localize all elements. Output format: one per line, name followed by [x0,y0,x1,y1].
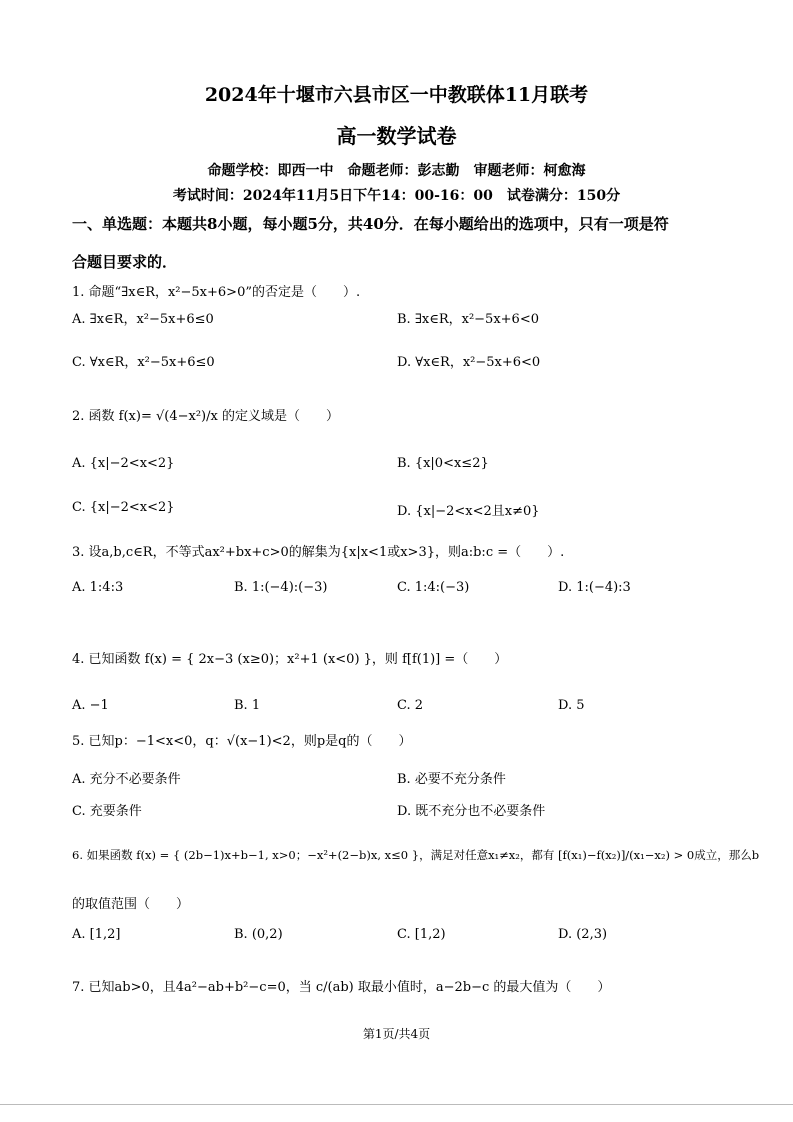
question-3-option-a: A. 1:4:3 [72,580,124,595]
question-5-option-d: D. 既不充分也不必要条件 [397,804,546,819]
question-3-option-d: D. 1:(−4):3 [558,580,631,595]
question-4-option-a: A. −1 [72,698,109,713]
question-6-option-c: C. [1,2) [397,927,446,942]
question-2-stem: 2. 函数 f(x)= √(4−x²)/x 的定义域是（ ） [72,409,339,424]
exam-title: 2024年十堰市六县市区一中教联体11月联考 [204,84,589,106]
question-6-option-d: D. (2,3) [558,927,608,942]
exam-subtitle: 高一数学试卷 [336,124,457,148]
page-footer: 第1页/共4页 [362,1027,431,1041]
question-1-option-d: D. ∀x∈R，x²−5x+6<0 [397,355,541,370]
question-5-stem: 5. 已知p：−1<x<0，q：√(x−1)<2，则p是q的（ ） [72,734,412,749]
page-bottom-divider [0,1104,793,1105]
question-2-option-b: B. {x|0<x≤2} [397,456,489,471]
question-4-option-d: D. 5 [558,698,585,713]
question-5-option-b: B. 必要不充分条件 [397,772,506,787]
question-2-option-c: C. {x|−2<x<2} [72,500,175,515]
question-1-stem: 1. 命题“∃x∈R，x²−5x+6>0”的否定是（ ）. [72,285,361,300]
question-1-option-c: C. ∀x∈R，x²−5x+6≤0 [72,355,215,370]
question-3-option-b: B. 1:(−4):(−3) [234,580,328,595]
section-heading-line1: 一、单选题：本题共8小题，每小题5分，共40分．在每小题给出的选项中，只有一项是符 [72,215,669,233]
question-4-option-c: C. 2 [397,698,424,713]
question-6-stem-continued: 的取值范围（ ） [72,897,190,912]
question-5-option-a: A. 充分不必要条件 [72,772,181,787]
exam-meta-line: 命题学校：即西一中 命题老师：彭志勤 审题老师：柯愈海 [207,163,586,179]
section-heading-line2: 合题目要求的． [72,253,178,271]
question-2-option-d: D. {x|−2<x<2且x≠0} [397,504,540,519]
question-1-option-b: B. ∃x∈R，x²−5x+6<0 [397,312,539,327]
question-2-option-a: A. {x|−2<x<2} [72,456,175,471]
question-1-option-a: A. ∃x∈R，x²−5x+6≤0 [72,312,214,327]
question-7-stem: 7. 已知ab>0，且4a²−ab+b²−c=0，当 c/(ab) 取最小值时，a−2b−c 的最大值为（ ） [72,980,611,995]
question-4-option-b: B. 1 [234,698,261,713]
question-4-stem: 4. 已知函数 f(x) = { 2x−3 (x≥0)；x²+1 (x<0) }，则 f[f(1)] =（ ） [72,652,508,667]
exam-time-line: 考试时间：2024年11月5日下午14：00-16：00 试卷满分：150分 [172,188,621,204]
question-3-stem: 3. 设a,b,c∈R，不等式ax²+bx+c>0的解集为{x|x<1或x>3}，则a:b:c =（ ）. [72,545,565,560]
question-6-stem: 6. 如果函数 f(x) = { (2b−1)x+b−1, x>0；−x²+(2−b)x, x≤0 }，满足对任意x₁≠x₂，都有 [f(x₁)−f(x₂)]/(x₁−x₂) > 0成立，那么b [72,848,760,862]
question-5-option-c: C. 充要条件 [72,804,142,819]
question-6-option-a: A. [1,2] [72,927,121,942]
question-3-option-c: C. 1:4:(−3) [397,580,470,595]
question-6-option-b: B. (0,2) [234,927,283,942]
